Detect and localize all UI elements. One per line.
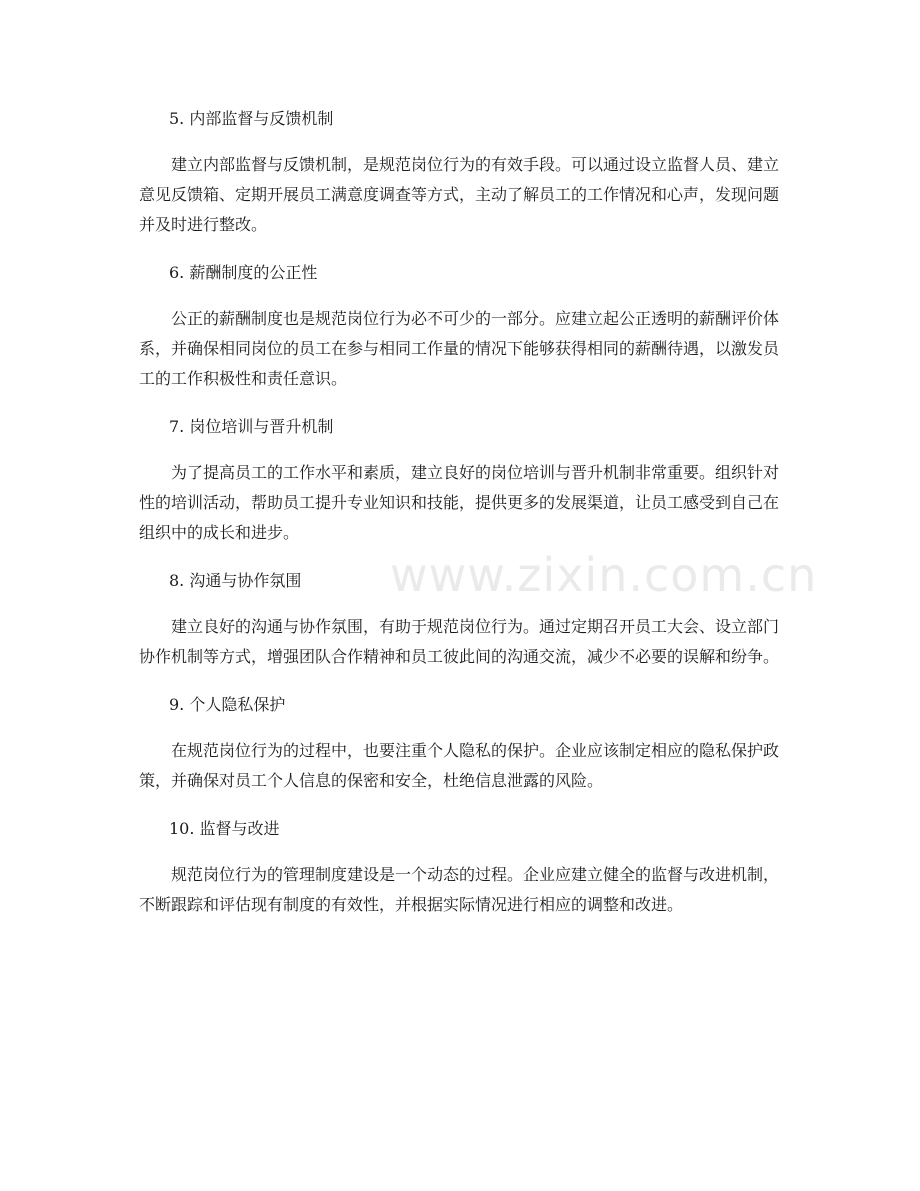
section-heading-5: 5. 内部监督与反馈机制 xyxy=(169,109,334,128)
section-paragraph-8: 建立良好的沟通与协作氛围，有助于规范岗位行为。通过定期召开员工大会、设立部门协作机制等方式，增强团队合作精神和员工彼此间的沟通交流，减少不必要的误解和纷争。 xyxy=(139,617,780,666)
document-body xyxy=(139,104,779,938)
section-heading-6: 6. 薪酬制度的公正性 xyxy=(169,263,318,282)
section-heading-9: 9. 个人隐私保护 xyxy=(169,695,286,714)
section-heading-8: 8. 沟通与协作氛围 xyxy=(169,571,302,590)
watermark: www.zixin.com.cn xyxy=(390,548,818,602)
section-paragraph-6: 公正的薪酬制度也是规范岗位行为必不可少的一部分。应建立起公正透明的薪酬评价体系，并确保相同岗位的员工在参与相同工作量的情况下能够获得相同的薪酬待遇，以激发员工的工作积极性和责任意识。 xyxy=(139,309,780,388)
section-paragraph-9: 在规范岗位行为的过程中，也要注重个人隐私的保护。企业应该制定相应的隐私保护政策，并确保对员工个人信息的保密和安全，杜绝信息泄露的风险。 xyxy=(139,741,780,790)
section-heading-7: 7. 岗位培训与晋升机制 xyxy=(169,417,334,436)
section-heading-10: 10. 监督与改进 xyxy=(169,819,280,838)
section-paragraph-10: 规范岗位行为的管理制度建设是一个动态的过程。企业应建立健全的监督与改进机制，不断跟踪和评估现有制度的有效性，并根据实际情况进行相应的调整和改进。 xyxy=(139,865,780,914)
section-paragraph-5: 建立内部监督与反馈机制，是规范岗位行为的有效手段。可以通过设立监督人员、建立意见反馈箱、定期开展员工满意度调查等方式，主动了解员工的工作情况和心声，发现问题并及时进行整改。 xyxy=(139,155,780,234)
section-paragraph-7: 为了提高员工的工作水平和素质，建立良好的岗位培训与晋升机制非常重要。组织针对性的培训活动，帮助员工提升专业知识和技能，提供更多的发展渠道，让员工感受到自己在组织中的成长和进步。 xyxy=(139,463,780,542)
